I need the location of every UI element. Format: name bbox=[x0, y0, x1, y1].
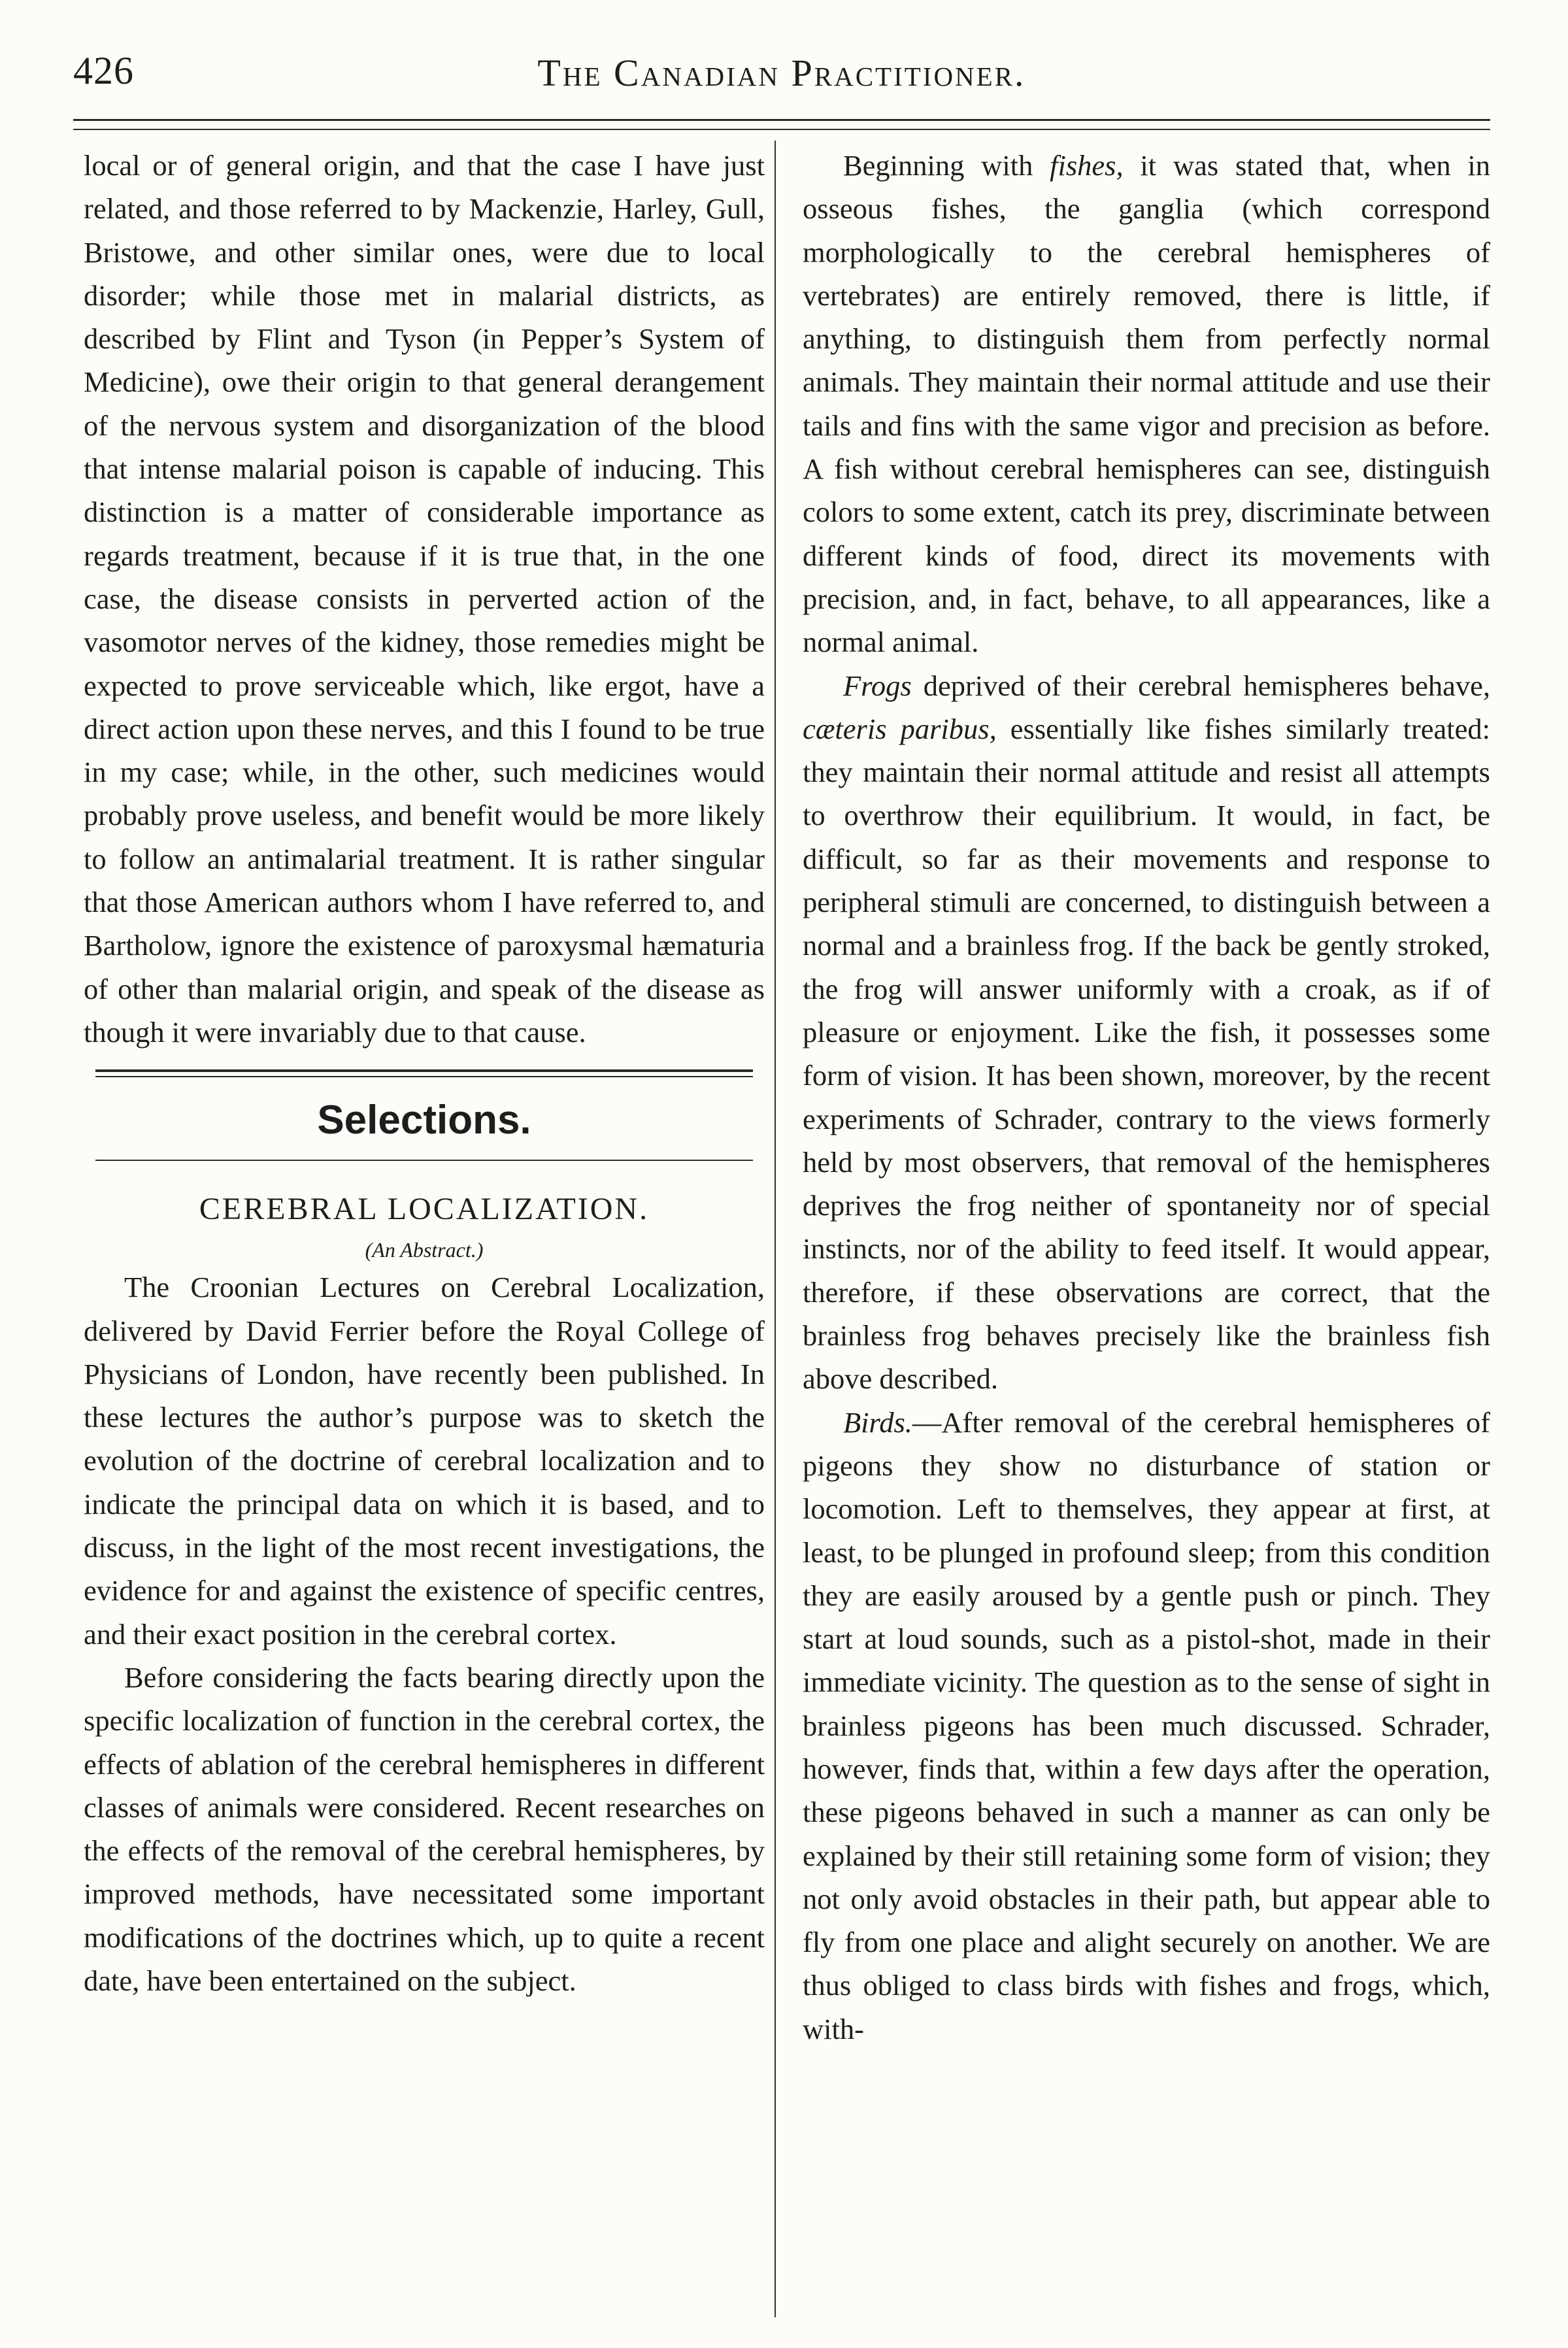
abstract-note: (An Abstract.) bbox=[365, 1238, 484, 1262]
left-para-before-considering: Before considering the facts bearing directly upon the specific localization of function in the cerebral cortex, the effects of ablation of the cerebral hemispheres in different classes of animals were considered. Recent researches on the effects of the removal of the cerebral hemispheres, by improved methods, have necessitated some important modifications of the doctrines which, up to quite a recent date, have been entertained on the subject. bbox=[84, 1660, 765, 1997]
page-number: 426 bbox=[73, 49, 134, 92]
section-rule-top-thin bbox=[95, 1076, 753, 1077]
page-header bbox=[73, 48, 1490, 120]
right-column bbox=[803, 144, 1490, 2051]
running-title: The Canadian Practitioner. bbox=[537, 52, 1026, 94]
article-title: CEREBRAL LOCALIZATION. bbox=[199, 1192, 650, 1227]
header-rule-top bbox=[73, 119, 1490, 121]
left-para-croonian: The Croonian Lectures on Cerebral Localization, delivered by David Ferrier before the Royal College of Physicians of London, have recently been published. In these lectures the author’s purpose was to sketch the evolution of the doctrine of cerebral localization and to indicate the principal data on which it is based, and to discuss, in the light of the most recent investigations, the evidence for and against the existence of specific centres, and their exact position in the cerebral cortex. bbox=[84, 1271, 765, 1651]
header-rule-bottom bbox=[73, 129, 1490, 130]
left-para-continuation: local or of general origin, and that the case I have just related, and those referred to by Mackenzie, Harley, Gull, Bristowe, and other similar ones, were due to local disorder; while those met in malarial districts, as described by Flint and Tyson (in Pepper’s System of Medicine), owe their origin to that general derangement of the nervous system and disorganization of the blood that intense malarial poison is capable of inducing. This distinction is a matter of considerable importance as regards treatment, because if it is true that, in the one case, the disease consists in perverted action of the vasomotor nerves of the kidney, those remedies might be expected to prove serviceable which, like ergot, have a direct action upon these nerves, and this I found to be true in my case; while, in the other, such medicines would probably prove useless, and benefit would be more likely to follow an antimalarial treatment. It is rather singular that those American authors whom I have referred to, and Bartholow, ignore the existence of paroxysmal hæmaturia of other than malarial origin, and speak of the disease as though it were invariably due to that cause. bbox=[84, 149, 765, 1048]
left-column bbox=[84, 144, 765, 2002]
right-para-frogs: Frogs deprived of their cerebral hemispheres behave, cæteris paribus, essentially like fishes similarly treated: they maintain their normal attitude and resist all attempts to overthrow their equilibrium. It would, in fact, be difficult, so far as their movements and response to peripheral stimuli are concerned, to distinguish between a normal and a brainless frog. If the back be gently stroked, the frog will answer uniformly with a croak, as if of pleasure or enjoyment. Like the fish, it possesses some form of vision. It has been shown, moreover, by the recent experiments of Schrader, contrary to the views formerly held by most observers, that removal of the hemispheres deprives the frog neither of spontaneity nor of special instincts, nor of the ability to feed itself. It would appear, therefore, if these observations are correct, that the brainless frog behaves precisely like the brainless fish above described. bbox=[803, 669, 1491, 1396]
section-heading: Selections. bbox=[317, 1098, 531, 1143]
right-para-fishes: Beginning with fishes, it was stated that, when in osseous fishes, the ganglia (which correspond morphologically to the cerebral hemispheres of vertebrates) are entirely removed, there is little, if anything, to distinguish them from perfectly normal animals. They maintain their normal attitude and use their tails and fins with the same vigor and precision as before. A fish without cerebral hemispheres can see, distinguish colors to some extent, catch its prey, discriminate between different kinds of food, direct its movements with precision, and, in fact, behave, to all appearances, like a normal animal. bbox=[803, 149, 1490, 659]
section-rule-bottom bbox=[95, 1160, 753, 1161]
right-para-birds: Birds.—After removal of the cerebral hemispheres of pigeons they show no disturbance of station or locomotion. Left to themselves, they appear at first, at least, to be plunged in profound sleep; from this condition they are easily aroused by a gentle push or pinch. They start at loud sounds, such as a pistol-shot, made in their immediate vicinity. The question as to the sense of sight in brainless pigeons has been much discussed. Schrader, however, finds that, within a few days after the operation, these pigeons behaved in such a manner as can only be explained by their still retaining some form of vision; they not only avoid obstacles in their path, but appear able to fly from one place and alight securely on another. We are thus obliged to class birds with fishes and frogs, which, with- bbox=[803, 1405, 1490, 2045]
column-divider bbox=[775, 141, 776, 2317]
